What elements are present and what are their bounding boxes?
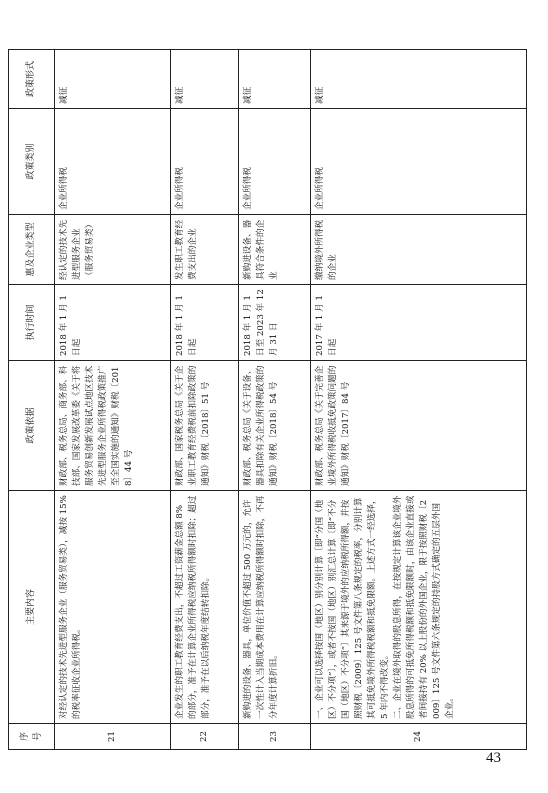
row-seq: 21 bbox=[55, 724, 171, 750]
row-enterprise: 经认定的技术先进型服务企业（服务贸易类） bbox=[55, 215, 171, 285]
row-form: 减征 bbox=[171, 50, 239, 109]
row-form: 减征 bbox=[311, 50, 527, 109]
row-category: 企业所得税 bbox=[239, 109, 311, 215]
row-content: 一、企业可以选择按国（地区）别分别计算〔即“分国（地区）不分项”〕，或者不按国（地区）别汇总计算〔即“不分国（地区）不分项”〕其来源于境外的应纳税所得额，并按照财税〔2009〕125 号文件第八条规定的税率，分别计算其可抵免境外所得税税额和抵免限额。上述方式一经选择，5 年内不得改变。 二、企业在境外取得的股息所得，在按规定计算该企业境外股息所得的可抵免所得税额和抵免限额时，由该企业直接或者间接持有 20% 以上股份的外国企业，限于按照财税〔2009〕125 号文件第六条规定的持股方式确定的五层外国企业。 bbox=[311, 491, 527, 724]
table-row bbox=[311, 50, 527, 750]
header-time: 执行时间 bbox=[9, 285, 55, 361]
header-form: 政策形式 bbox=[9, 50, 55, 109]
row-seq: 22 bbox=[171, 724, 239, 750]
row-category: 企业所得税 bbox=[55, 109, 171, 215]
header-content: 主要内容 bbox=[9, 491, 55, 724]
row-content: 新购进的设备、器具，单位价值不超过 500 万元的，允许一次性计入当期成本费用在计算应纳税所得额时扣除，不再分年度计算折旧。 bbox=[239, 491, 311, 724]
policy-table bbox=[8, 49, 527, 750]
row-time: 2018 年 1 月 1 日至 2023 年 12 月 31 日 bbox=[239, 285, 311, 361]
rotated-table-page bbox=[8, 50, 527, 750]
row-content: 对经认定的技术先进型服务企业（服务贸易类），减按 15% 的税率征收企业所得税。 bbox=[55, 491, 171, 724]
row-seq: 24 bbox=[311, 724, 527, 750]
row-content: 企业发生的职工教育经费支出，不超过工资薪金总额 8% 的部分，准予在计算企业所得税应纳税所得额时扣除；超过部分，准予在以后纳税年度结转扣除。 bbox=[171, 491, 239, 724]
header-category: 政策类别 bbox=[9, 109, 55, 215]
row-time: 2018 年 1 月 1 日起 bbox=[55, 285, 171, 361]
header-seq: 序号 bbox=[9, 724, 55, 750]
table-row bbox=[239, 50, 311, 750]
table-header-row bbox=[9, 50, 55, 750]
table-row bbox=[171, 50, 239, 750]
row-form: 减征 bbox=[239, 50, 311, 109]
row-time: 2018 年 1 月 1 日起 bbox=[171, 285, 239, 361]
row-basis: 财政部、国家税务总局《关于企业职工教育经费税前扣除政策的通知》财税〔2018〕51 号 bbox=[171, 361, 239, 491]
row-seq: 23 bbox=[239, 724, 311, 750]
table-row bbox=[55, 50, 171, 750]
header-basis: 政策依据 bbox=[9, 361, 55, 491]
row-category: 企业所得税 bbox=[311, 109, 527, 215]
row-enterprise: 缴纳境外所得税的企业 bbox=[311, 215, 527, 285]
row-time: 2017 年 1 月 1 日起 bbox=[311, 285, 527, 361]
header-enterprise: 惠及企业类型 bbox=[9, 215, 55, 285]
page-number: 43 bbox=[486, 750, 501, 766]
row-basis: 财政部、税务总局《关于设备、器具扣除有关企业所得税政策的通知》财税〔2018〕54 号 bbox=[239, 361, 311, 491]
row-enterprise: 发生职工教育经费支出的企业 bbox=[171, 215, 239, 285]
row-form: 减征 bbox=[55, 50, 171, 109]
row-enterprise: 新购进设备、器具符合条件的企业 bbox=[239, 215, 311, 285]
row-basis: 财政部、税务总局《关于完善企业境外所得税收抵免政策问题的通知》财税〔2017〕84 号 bbox=[311, 361, 527, 491]
row-category: 企业所得税 bbox=[171, 109, 239, 215]
row-basis: 财政部、税务总局、商务部、科技部、国家发展改革委《关于将服务贸易创新发展试点地区技术先进型服务企业所得税政策推广至全国实施的通知》财税〔2018〕44 号 bbox=[55, 361, 171, 491]
